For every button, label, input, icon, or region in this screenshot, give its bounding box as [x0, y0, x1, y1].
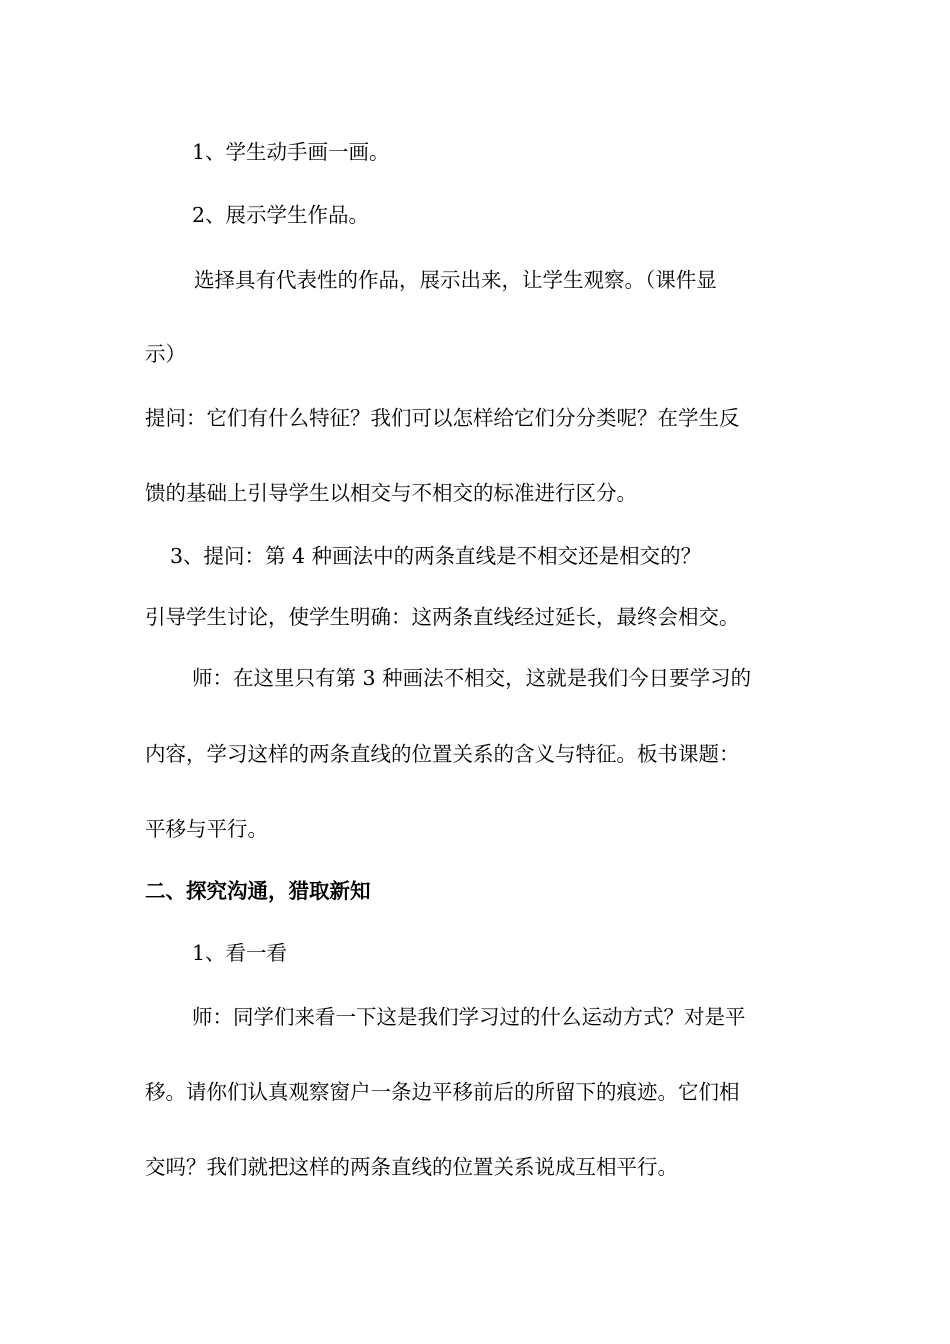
step-3-question: 3、提问：第 4 种画法中的两条直线是不相交还是相交的？ [170, 544, 702, 568]
question-line-1: 提问：它们有什么特征？我们可以怎样给它们分分类呢？在学生反 [145, 406, 740, 430]
guide-discussion: 引导学生讨论，使学生明确：这两条直线经过延长，最终会相交。 [145, 605, 740, 629]
step-1-look: 1、看一看 [192, 941, 288, 965]
step-2-show-works: 2、展示学生作品。 [192, 203, 370, 227]
teacher-line-1: 师：在这里只有第 3 种画法不相交，这就是我们今日要学习的 [192, 666, 752, 690]
step-1-draw: 1、学生动手画一画。 [192, 140, 390, 164]
select-works-line-2: 示） [145, 342, 186, 366]
teacher-line-2: 内容，学习这样的两条直线的位置关系的含义与特征。板书课题： [145, 742, 740, 766]
teacher-look-line-3: 交吗？我们就把这样的两条直线的位置关系说成互相平行。 [145, 1155, 678, 1179]
question-line-2: 馈的基础上引导学生以相交与不相交的标准进行区分。 [145, 481, 637, 505]
select-works-line-1: 选择具有代表性的作品，展示出来，让学生观察。（课件显 [194, 268, 717, 292]
teacher-line-3: 平移与平行。 [145, 817, 268, 841]
teacher-look-line-2: 移。请你们认真观察窗户一条边平移前后的所留下的痕迹。它们相 [145, 1080, 740, 1104]
teacher-look-line-1: 师：同学们来看一下这是我们学习过的什么运动方式？对是平 [192, 1005, 746, 1029]
section-heading-2: 二、探究沟通，猎取新知 [145, 879, 371, 903]
